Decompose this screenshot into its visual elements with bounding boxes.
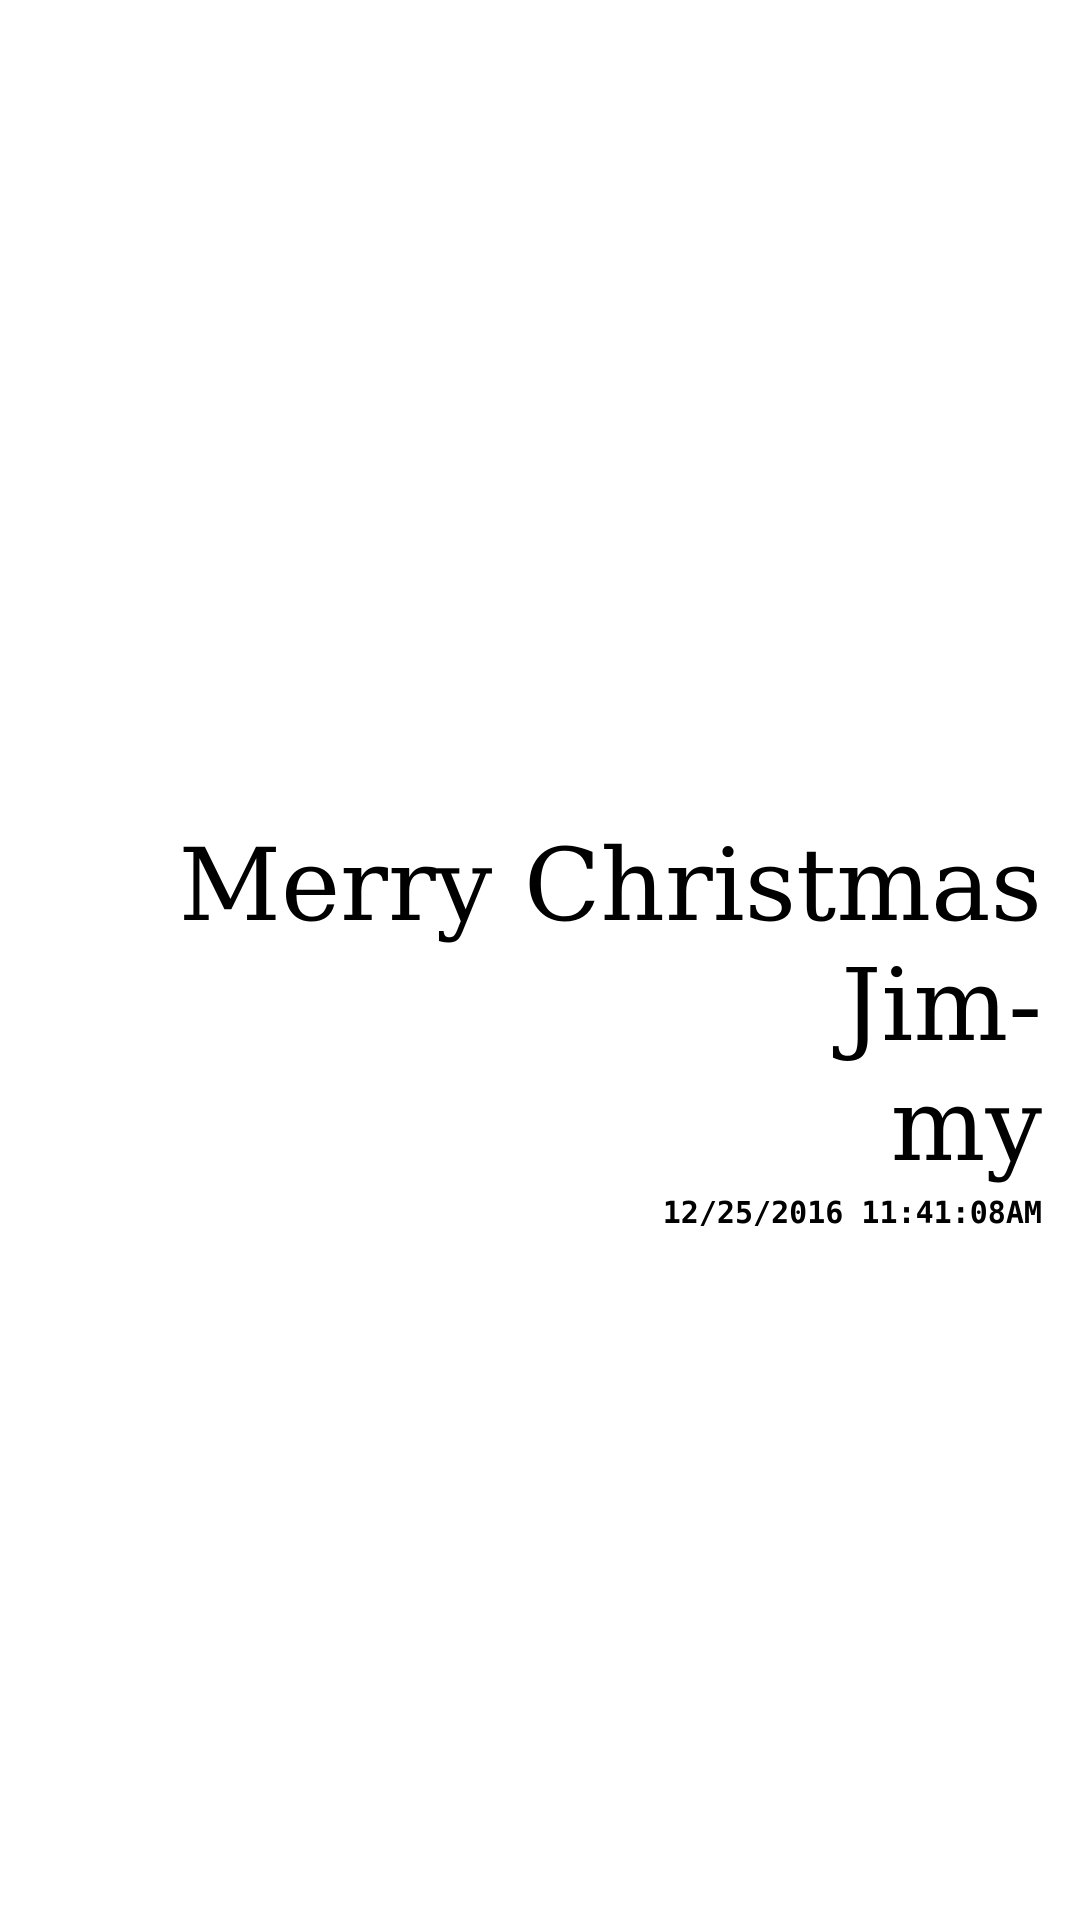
greeting-line-1: Merry Christmas Jim- [178, 827, 1042, 1064]
greeting-message [70, 826, 1042, 1186]
timestamp: 12/25/2016 11:41:08AM [662, 1196, 1042, 1231]
message-block [70, 826, 1042, 1234]
greeting-line-2: my [890, 1067, 1042, 1184]
